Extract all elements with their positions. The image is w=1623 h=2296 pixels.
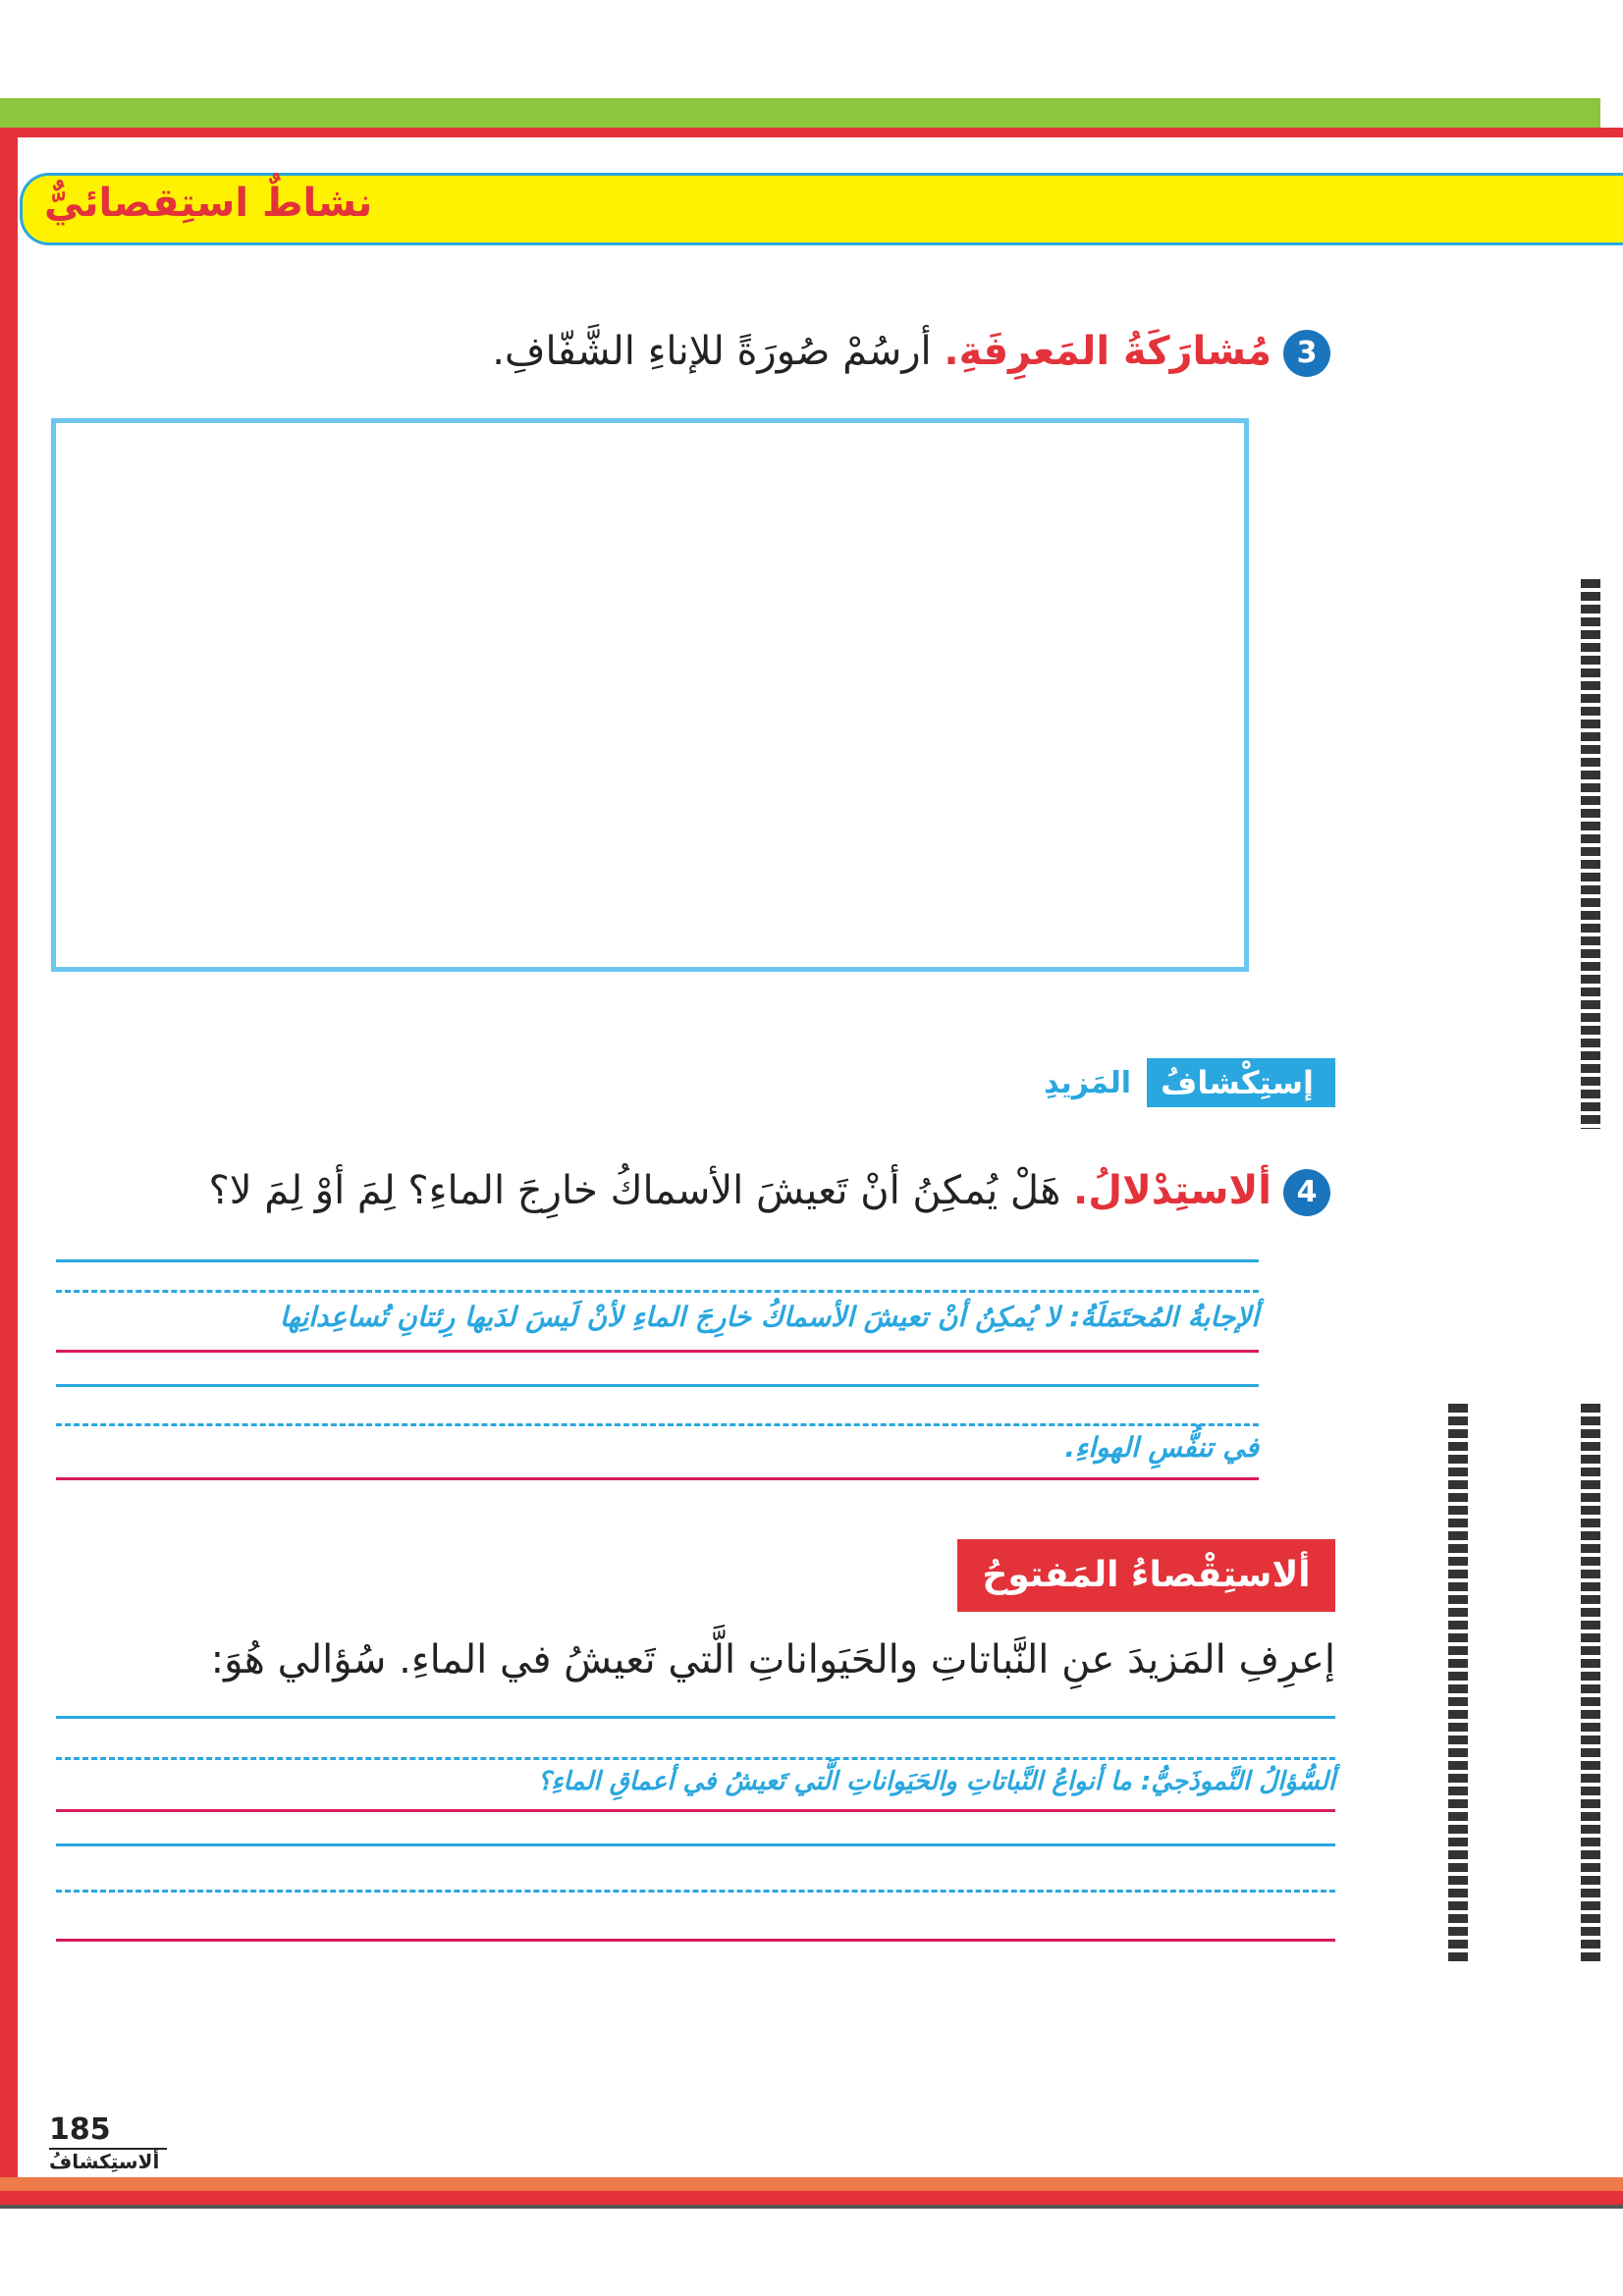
question-3 (412, 329, 1330, 377)
side-copyright-note (1581, 579, 1600, 1129)
page-number: 185 (49, 2112, 111, 2147)
research-prompt: إعرِفِ المَزيدَ عنِ النَّباتاتِ والحَيَواناتِ الَّتي تَعيشُ في الماءِ. سُؤالي هُوَ: (210, 1637, 1335, 1682)
bottom-shadow-rule (0, 2205, 1623, 2209)
research-answer: ألسُّؤالُ النَّموذَجيُّ: ما أنواعُ النَّباتاتِ والحَيَواناتِ الَّتي تَعيشُ في أعماقِ الماءِ؟ (537, 1767, 1335, 1796)
question-4-answer-line1: ألإجابةُ المُحتَمَلَةُ: لا يُمكِنُ أنْ تعيشَ الأسماكُ خارِجَ الماءِ لأنْ لَيسَ لدَيها رِئتانِ تُساعِدانِها (279, 1301, 1259, 1333)
top-green-bar (0, 98, 1600, 128)
writing-line (56, 1384, 1259, 1387)
writing-midline (56, 1757, 1335, 1760)
writing-baseline (56, 1477, 1259, 1480)
page-section-name: ألاستِكشافُ (49, 2150, 160, 2173)
question-4-text: هَلْ يُمكِنُ أنْ تَعيشَ الأسماكُ خارِجَ الماءِ؟ لِمَ أوْ لِمَ لا؟ (208, 1168, 1061, 1213)
explore-more-label (1011, 1058, 1335, 1107)
question-4-answer-line2: في تنفُّسِ الهواءِ. (1064, 1431, 1259, 1464)
writing-midline (56, 1890, 1335, 1893)
question-4 (83, 1168, 1330, 1216)
writing-midline (56, 1290, 1259, 1293)
open-research-label: ألاستِقْصاءُ المَفتوحُ (957, 1539, 1335, 1612)
writing-line (56, 1716, 1335, 1719)
side-copyright-note (1448, 1404, 1468, 1963)
explore-more-part1: إستِكْشافُ (1147, 1058, 1335, 1107)
drawing-area[interactable] (51, 418, 1249, 972)
question-4-number: 4 (1283, 1169, 1330, 1216)
bottom-rule (0, 2177, 1623, 2191)
explore-more-part2: المَزيدِ (1044, 1066, 1131, 1100)
writing-baseline (56, 1809, 1335, 1812)
side-copyright-note (1581, 1404, 1600, 1963)
writing-baseline (56, 1939, 1335, 1942)
question-3-number: 3 (1283, 330, 1330, 377)
question-3-text: أرسُمْ صُورَةً للإناءِ الشَّفّافِ. (492, 329, 932, 374)
writing-midline (56, 1423, 1259, 1426)
writing-line (56, 1259, 1259, 1262)
question-4-tag: ألاستِدْلالُ. (1073, 1168, 1271, 1213)
writing-line (56, 1843, 1335, 1846)
question-3-tag: مُشارَكَةُ المَعرِفَةِ. (944, 329, 1271, 374)
activity-title: نشاطٌ استِقصائيٌّ (44, 181, 373, 226)
writing-baseline (56, 1350, 1259, 1353)
